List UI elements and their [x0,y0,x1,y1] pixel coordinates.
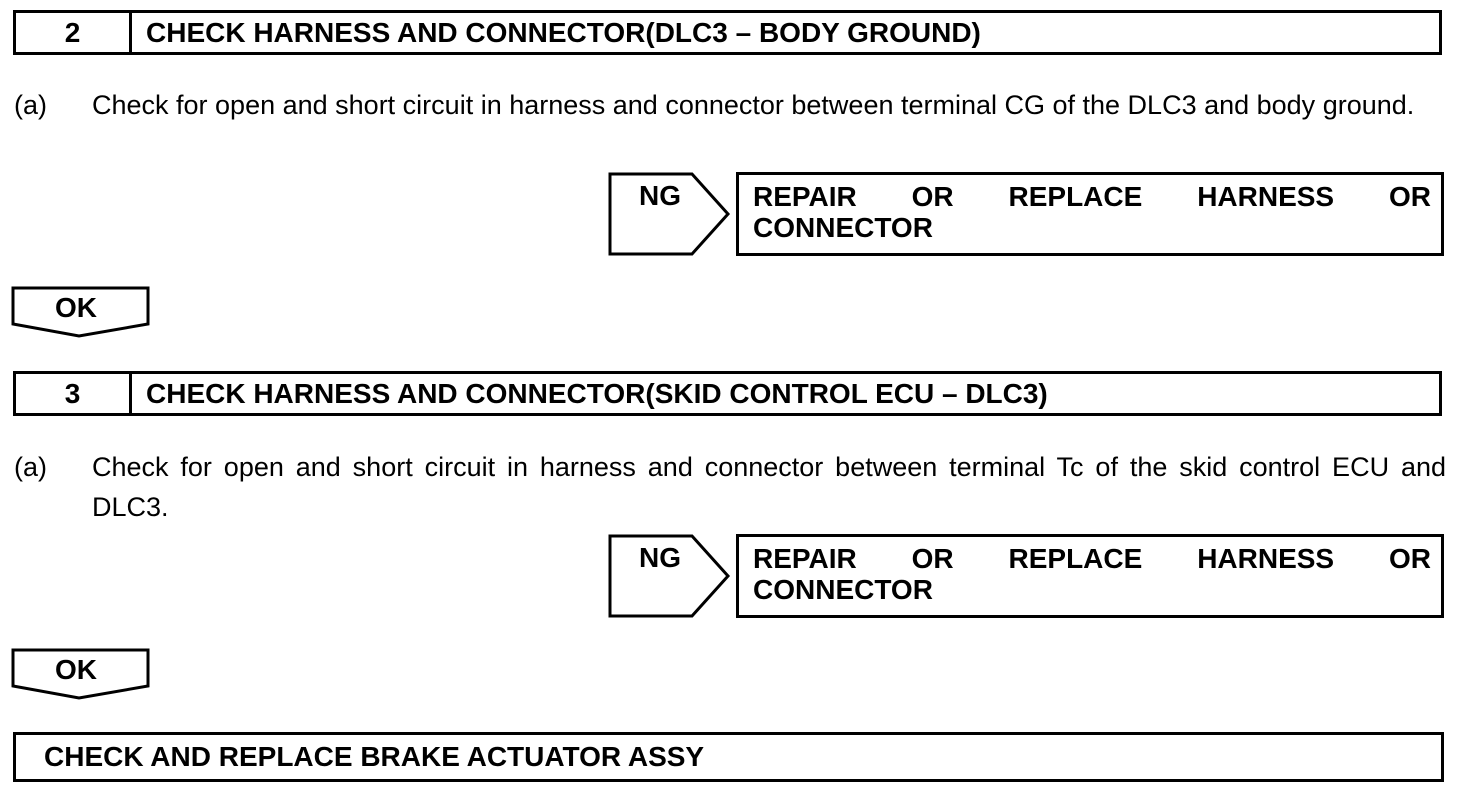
instruction-label: (a) [14,90,47,120]
step-number: 3 [16,374,132,413]
ng-result-word: REPLACE [1008,181,1143,212]
final-action-box [13,732,1444,782]
ng-result-word: OR [1389,543,1431,574]
step-2-instruction [14,85,1446,125]
ok-label: OK [55,654,97,685]
ng-result-line-1 [753,181,1431,212]
step-2-ng-result [736,172,1444,256]
step-2-ok-tag [11,286,151,338]
ng-result-word: HARNESS [1197,543,1335,574]
instruction-text: Check for open and short circuit in harness and connector between terminal CG of the DLC3 and body ground. [92,90,1415,120]
ng-result-word: OR [911,543,954,574]
ng-result-word: HARNESS [1197,181,1335,212]
ng-result-word: REPLACE [1008,543,1143,574]
step-3-instruction [14,447,1446,527]
ng-result-line-1 [753,543,1431,574]
step-3-ng-tag [608,534,732,618]
ng-label: NG [639,542,681,573]
step-3-header [13,371,1442,416]
ng-result-word: OR [1389,181,1431,212]
instruction-text: Check for open and short circuit in harness and connector between terminal Tc of the skid control ECU and DLC3. [92,452,1446,522]
ng-result-word: OR [911,181,954,212]
ng-result-word: REPAIR [753,181,857,212]
step-title: CHECK HARNESS AND CONNECTOR(SKID CONTROL ECU – DLC3) [146,377,1048,409]
ng-result-line-2: CONNECTOR [753,212,933,243]
ng-label: NG [639,180,681,211]
step-2-ng-tag [608,172,732,256]
step-3-ok-tag [11,648,151,700]
step-2-header [13,10,1442,55]
step-number: 2 [16,13,132,52]
final-action-text: CHECK AND REPLACE BRAKE ACTUATOR ASSY [44,741,705,772]
ng-result-word: REPAIR [753,543,857,574]
instruction-label: (a) [14,452,47,482]
ng-result-line-2: CONNECTOR [753,574,933,605]
ok-label: OK [55,292,97,323]
step-title: CHECK HARNESS AND CONNECTOR(DLC3 – BODY GROUND) [146,16,981,48]
step-3-ng-result [736,534,1444,618]
